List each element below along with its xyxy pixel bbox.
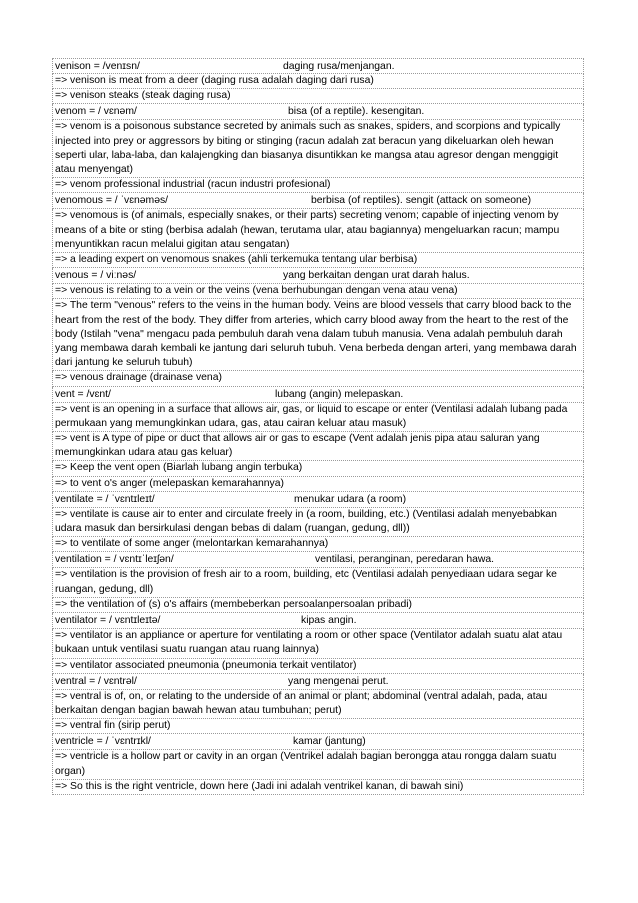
example-line: => venom is a poisonous substance secreted by animals such as snakes, spiders, and scorpions and typically injected into prey or aggressors by biting or stinging (racun adalah zat beracun yang dikeluarkan oleh hewan seperti ular, laba-laba, dan kalajengking dan biasanya disuntikkan ke mangsa atau agresor dengan menggigit atau menyengat) (52, 120, 584, 178)
example-line: => ventilation is the provision of fresh air to a room, building, etc (Ventilasi adalah penyediaan udara segar ke ruangan, gedung, dll) (52, 568, 584, 597)
headword-meaning: lubang (angin) melepaskan. (275, 388, 404, 400)
headword-pronunciation: vent = /vɛnt/ (55, 388, 111, 400)
entry-headword-row (52, 674, 584, 690)
example-line: => The term "venous" refers to the veins in the human body. Veins are blood vessels that carry blood back to the heart from the rest of the body. They differ from arteries, which carry blood away from the heart to the rest of the body (Istilah "vena" mengacu pada pembuluh darah vena dalam tubuh manusia. Vena adalah pembuluh darah yang membawa darah kembali ke jantung dari seluruh tubuh. Vena berbeda dengan arteri, yang membawa darah dari jantung ke seluruh tubuh) (52, 299, 584, 371)
headword-meaning: berbisa (of reptiles). sengit (attack on someone) (311, 195, 532, 207)
example-line: => vent is A type of pipe or duct that allows air or gas to escape (Vent adalah jenis pipa atau saluran yang memungkinkan udara atau gas keluar) (52, 432, 584, 461)
entry-headword-row (52, 613, 584, 629)
example-line: => ventilator is an appliance or aperture for ventilating a room or other space (Ventilator adalah suatu alat atau bukaan untuk ventilasi suatu ruangan atau ruang lainnya) (52, 629, 584, 658)
headword-pronunciation: ventilation = / vɛntɪˈleɪʃən/ (55, 554, 174, 566)
headword-meaning: menukar udara (a room) (294, 493, 407, 505)
example-line: => a leading expert on venomous snakes (ahli terkemuka tentang ular berbisa) (52, 253, 584, 268)
example-line: => to vent o's anger (melepaskan kemarahannya) (52, 477, 584, 492)
example-line: => So this is the right ventricle, down here (Jadi ini adalah ventrikel kanan, di bawah sini) (52, 780, 584, 795)
headword-pronunciation: venom = / vɛnəm/ (55, 106, 137, 118)
headword-meaning: kipas angin. (301, 615, 357, 627)
example-line: => venison is meat from a deer (daging rusa adalah daging dari rusa) (52, 74, 584, 89)
headword-meaning: kamar (jantung) (293, 736, 366, 748)
example-line: => venison steaks (steak daging rusa) (52, 89, 584, 104)
dictionary-sheet (52, 58, 584, 795)
entry-headword-row (52, 193, 584, 209)
example-line: => vent is an opening in a surface that allows air, gas, or liquid to escape or enter (Ventilasi adalah lubang pada permukaan yang memungkinkan udara, gas, atau cairan keluar atau masuk) (52, 403, 584, 432)
entry-headword-row (52, 552, 584, 568)
example-line: => venous drainage (drainase vena) (52, 371, 584, 386)
example-line: => the ventilation of (s) o's affairs (membeberkan persoalanpersoalan pribadi) (52, 598, 584, 613)
example-line: => ventral fin (sirip perut) (52, 719, 584, 734)
example-line: => to ventilate of some anger (melontarkan kemarahannya) (52, 537, 584, 552)
example-line: => venous is relating to a vein or the veins (vena berhubungan dengan vena atau vena) (52, 284, 584, 299)
example-line: => ventral is of, on, or relating to the underside of an animal or plant; abdominal (ventral adalah, pada, atau berkaitan dengan bagian bawah hewan atau tumbuhan; perut) (52, 690, 584, 719)
entry-headword-row (52, 387, 584, 403)
headword-meaning: yang mengenai perut. (288, 675, 389, 687)
entry-headword-row (52, 104, 584, 120)
headword-pronunciation: ventilator = / vɛntɪleɪtə/ (55, 615, 161, 627)
headword-pronunciation: ventricle = / ˈvɛntrɪkl/ (55, 736, 151, 748)
entry-headword-row (52, 492, 584, 508)
headword-pronunciation: ventral = / vɛntrəl/ (55, 675, 137, 687)
entry-headword-row (52, 268, 584, 284)
example-line: => Keep the vent open (Biarlah lubang angin terbuka) (52, 461, 584, 476)
headword-pronunciation: venous = / viːnəs/ (55, 270, 137, 282)
headword-pronunciation: venison = /venɪsn/ (55, 61, 140, 72)
entry-headword-row (52, 734, 584, 750)
headword-meaning: bisa (of a reptile). kesengitan. (288, 106, 425, 118)
headword-pronunciation: ventilate = / ˈvɛntɪleɪt/ (55, 493, 155, 505)
headword-pronunciation: venomous = / ˈvɛnəməs/ (55, 195, 169, 207)
example-line: => ventilator associated pneumonia (pneumonia terkait ventilator) (52, 659, 584, 674)
headword-meaning: daging rusa/menjangan. (283, 61, 395, 72)
headword-meaning: yang berkaitan dengan urat darah halus. (283, 270, 470, 282)
example-line: => ventilate is cause air to enter and circulate freely in (a room, building, etc.) (Ventilasi adalah menyebabkan udara masuk dan bersirkulasi dengan bebas di dalam (ruangan, gedung, dll)) (52, 508, 584, 537)
headword-meaning: ventilasi, peranginan, peredaran hawa. (315, 554, 495, 566)
example-line: => ventricle is a hollow part or cavity in an organ (Ventrikel adalah bagian berongga atau rongga dalam suatu organ) (52, 750, 584, 779)
example-line: => venomous is (of animals, especially snakes, or their parts) secreting venom; capable of injecting venom by means of a bite or sting (berbisa adalah (hewan, terutama ular, atau bagiannya) mengeluarkan racun; mampu menyuntikkan racun melalui gigitan atau sengatan) (52, 209, 584, 253)
entry-headword-row (52, 58, 584, 74)
example-line: => venom professional industrial (racun industri profesional) (52, 178, 584, 193)
